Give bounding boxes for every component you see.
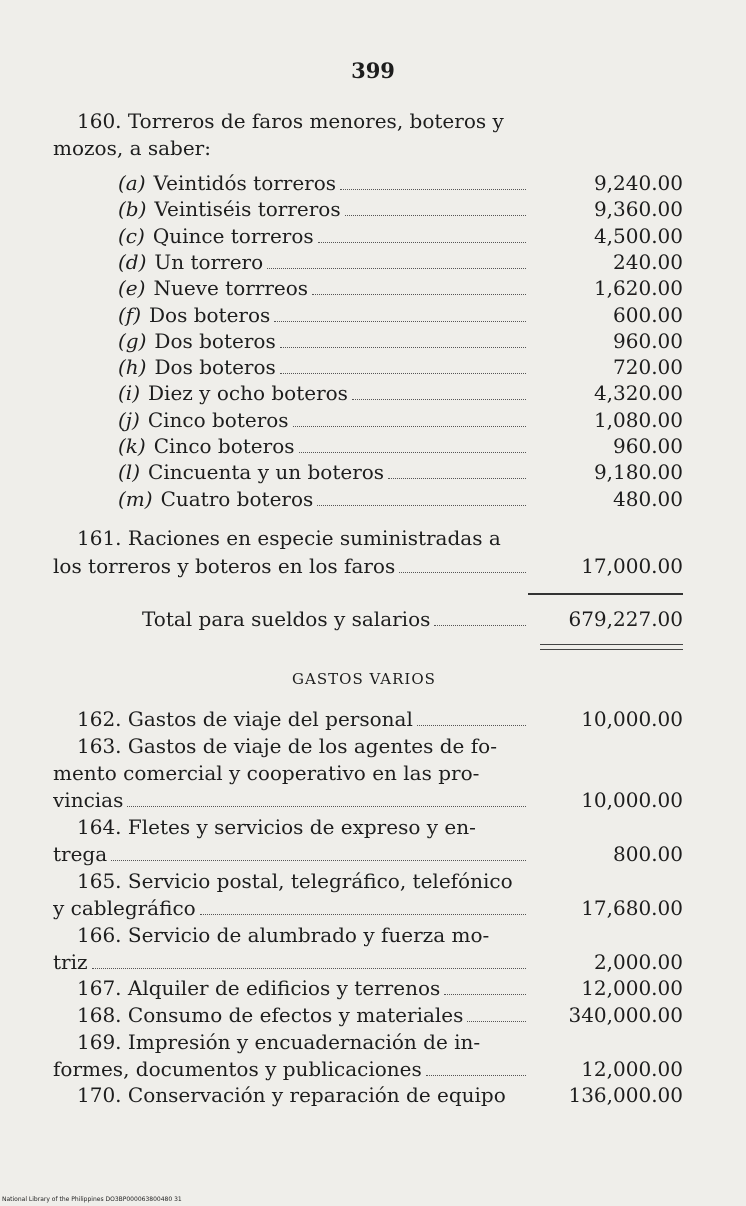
subitem-amount: 1,080.00: [593, 407, 683, 432]
item-166-amount: 2,000.00: [593, 950, 683, 974]
subitem-amount: 960.00: [613, 434, 683, 458]
item-168-amount: 340,000.00: [568, 1003, 683, 1027]
total-label: Total para sueldos y salarios: [142, 607, 431, 631]
leader-dots: [318, 242, 526, 243]
leader-dots: [426, 1075, 526, 1076]
item-163-line1: 163. Gastos de viaje de los agentes de fo-: [77, 734, 497, 758]
item-163-line2: mento comercial y cooperativo en las pro-: [53, 761, 480, 785]
leader-dots: [399, 572, 526, 573]
subitem-letter: (j): [118, 407, 140, 432]
section-heading: GASTOS VARIOS: [292, 670, 436, 688]
leader-dots: [127, 806, 526, 807]
item-165-amount: 17,680.00: [581, 896, 683, 920]
subitem-amount: 4,500.00: [593, 223, 683, 248]
subitem-text: Un torrero: [154, 249, 264, 274]
leader-dots: [280, 373, 526, 374]
page-number: 399: [351, 58, 395, 83]
subitem-letter: (d): [118, 249, 147, 274]
total-rule-double-2: [540, 649, 683, 650]
subitem-amount: 1,620.00: [593, 276, 683, 301]
item-166-line2: triz: [53, 950, 88, 974]
subitem-row: [0, 249, 746, 275]
item-167-amount: 12,000.00: [581, 976, 683, 1000]
subitem-amount: 480.00: [613, 486, 683, 511]
item-163-row: [0, 787, 746, 813]
total-amount: 679,227.00: [568, 607, 683, 631]
item-163-line3: vincias: [53, 788, 124, 812]
item-164-line1: 164. Fletes y servicios de expreso y en-: [77, 815, 476, 839]
subitem-letter: (f): [118, 302, 142, 327]
subitem-row: [0, 380, 746, 406]
subitem-text: Cinco boteros: [153, 434, 295, 458]
item-161-line1: 161. Raciones en especie suministradas a: [77, 526, 501, 550]
subitem-letter: (g): [118, 328, 147, 353]
subitem-text: Dos boteros: [154, 328, 276, 353]
item-165-line1: 165. Servicio postal, telegráfico, telefónico: [77, 869, 513, 893]
item-169-line2: formes, documentos y publicaciones: [53, 1057, 422, 1081]
subitem-row: [0, 433, 746, 459]
leader-dots: [345, 215, 526, 216]
subitem-row: [0, 223, 746, 249]
subitem-letter: (e): [118, 276, 146, 301]
subitem-amount: 600.00: [613, 302, 683, 327]
subitem-row: [0, 354, 746, 380]
subitem-letter: (a): [118, 171, 146, 195]
item-164-amount: 800.00: [613, 842, 683, 866]
subitem-letter: (k): [118, 434, 146, 458]
subitem-letter: (c): [118, 223, 145, 248]
subitem-amount: 240.00: [613, 249, 683, 274]
leader-dots: [317, 505, 526, 506]
leader-dots: [467, 1021, 526, 1022]
subitem-letter: (h): [118, 355, 147, 380]
subitem-letter: (l): [118, 460, 141, 485]
subitem-amount: 9,180.00: [593, 460, 683, 485]
leader-dots: [444, 994, 526, 995]
item-170-amount: 136,000.00: [568, 1083, 683, 1107]
item-162-text: 162. Gastos de viaje del personal: [77, 707, 413, 731]
item-168-row: [0, 1002, 746, 1028]
subitem-row: [0, 275, 746, 301]
subitem-text: Veintidós torreros: [153, 171, 337, 195]
leader-dots: [267, 268, 526, 269]
total-rule-top: [528, 593, 683, 595]
item-162-amount: 10,000.00: [581, 707, 683, 731]
subitem-text: Cinco boteros: [147, 407, 289, 432]
leader-dots: [434, 625, 526, 626]
leader-dots: [111, 860, 526, 861]
total-rule-double-1: [540, 644, 683, 645]
footer-watermark: National Library of the Philippines DO3BP000063800480 31: [2, 1196, 182, 1203]
subitem-row: [0, 196, 746, 222]
item-163-amount: 10,000.00: [581, 788, 683, 812]
leader-dots: [293, 426, 526, 427]
leader-dots: [352, 399, 526, 400]
item-161-row: [0, 553, 746, 579]
item-160-line2: mozos, a saber:: [53, 136, 211, 160]
item-170-text: 170. Conservación y reparación de equipo: [77, 1083, 506, 1107]
subitem-amount: 960.00: [613, 328, 683, 353]
subitem-row: [0, 302, 746, 328]
item-169-amount: 12,000.00: [581, 1057, 683, 1081]
item-166-line1: 166. Servicio de alumbrado y fuerza mo-: [77, 923, 490, 947]
item-167-row: [0, 975, 746, 1001]
subitem-text: Cuatro boteros: [160, 486, 314, 511]
item-161-amount: 17,000.00: [581, 554, 683, 578]
subitem-letter: (m): [118, 486, 153, 511]
subitem-row: [0, 407, 746, 433]
item-161-line2: los torreros y boteros en los faros: [53, 554, 396, 578]
item-165-row: [0, 895, 746, 921]
subitem-row: [0, 170, 746, 196]
item-164-line2: trega: [53, 842, 108, 866]
item-162-row: [0, 706, 746, 732]
subitem-text: Cincuenta y un boteros: [148, 460, 385, 485]
item-167-text: 167. Alquiler de edificios y terrenos: [77, 976, 441, 1000]
subitem-amount: 720.00: [613, 355, 683, 380]
item-160-line1: 160. Torreros de faros menores, boteros y: [77, 109, 504, 133]
subitem-amount: 4,320.00: [593, 381, 683, 406]
subitem-row: [0, 328, 746, 354]
leader-dots: [200, 914, 526, 915]
leader-dots: [274, 321, 526, 322]
item-164-row: [0, 841, 746, 867]
subitem-row: [0, 486, 746, 512]
subitem-amount: 9,360.00: [593, 197, 683, 222]
item-166-row: [0, 949, 746, 975]
item-170-row: [0, 1082, 746, 1108]
subitem-letter: (i): [118, 381, 141, 406]
item-165-line2: y cablegráfico: [53, 896, 196, 920]
subitem-text: Dos boteros: [149, 302, 271, 327]
leader-dots: [92, 968, 526, 969]
subitem-text: Veintiséis torreros: [154, 197, 341, 222]
subitem-text: Nueve torrreos: [153, 276, 309, 301]
item-168-text: 168. Consumo de efectos y materiales: [77, 1003, 464, 1027]
subitem-text: Dos boteros: [154, 355, 276, 380]
subitem-letter: (b): [118, 197, 147, 222]
leader-dots: [340, 189, 526, 190]
leader-dots: [417, 725, 526, 726]
leader-dots: [312, 294, 526, 295]
leader-dots: [280, 347, 526, 348]
item-169-row: [0, 1056, 746, 1082]
leader-dots: [299, 452, 527, 453]
item-169-line1: 169. Impresión y encuadernación de in-: [77, 1030, 481, 1054]
total-row: [0, 606, 746, 632]
subitem-text: Diez y ocho boteros: [148, 381, 348, 406]
subitem-text: Quince torreros: [152, 223, 314, 248]
subitem-row: [0, 459, 746, 485]
subitem-amount: 9,240.00: [593, 171, 683, 195]
leader-dots: [388, 478, 526, 479]
